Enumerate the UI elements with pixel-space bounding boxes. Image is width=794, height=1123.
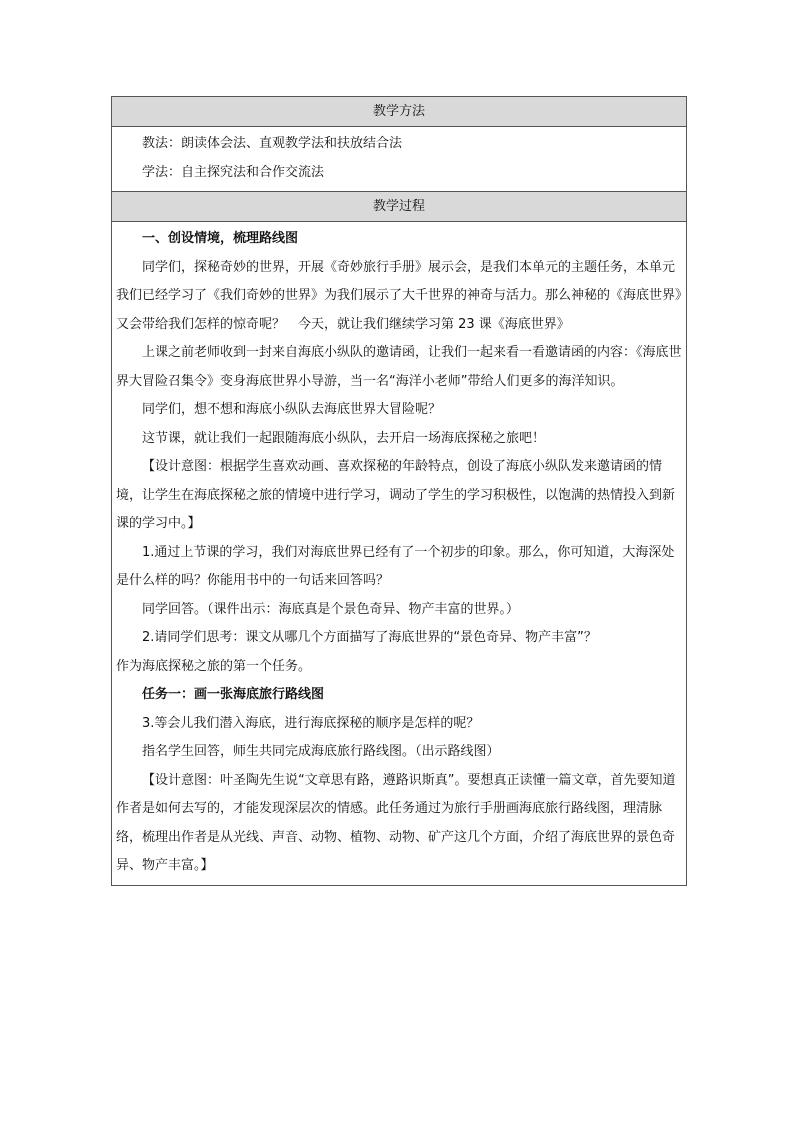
process-paragraph: 同学们，想不想和海底小纵队去海底世界大冒险呢？ — [142, 402, 442, 417]
process-paragraph: 3.等会儿我们潜入海底，进行海底探秘的顺序是怎样的呢？ — [142, 715, 480, 731]
process-paragraph: 1.通过上节课的学习，我们对海底世界已经有了一个初步的印象。那么，你可知道，大海深处是什么样的吗？你能用书中的一句话来回答吗？ — [116, 544, 675, 588]
teaching-process-body — [116, 225, 682, 881]
process-paragraph: 一、创设情境，梳理路线图 — [142, 231, 299, 246]
lesson-plan-table — [111, 96, 687, 886]
process-paragraph: 同学们，探秘奇妙的世界，开展《奇妙旅行手册》展示会，是我们本单元的主题任务，本单元我们已经学习了《我们奇妙的世界》为我们展示了大千世界的神奇与活力。那么神秘的《海底世界》又会带给我们怎样的惊奇呢？ 今天，就让我们继续学习第 23 课《海底世界》 — [116, 259, 682, 332]
teaching-process-header: 教学过程 — [112, 192, 687, 222]
process-paragraph: 这节课，就让我们一起跟随海底小纵队，去开启一场海底探秘之旅吧！ — [142, 430, 546, 446]
process-paragraph: 指名学生回答，师生共同完成海底旅行路线图。（出示路线图） — [142, 744, 500, 759]
process-paragraph: 2.请同学们思考：课文从哪几个方面描写了海底世界的“景色奇异、物产丰富”？ — [142, 630, 597, 645]
teaching-method-text: 教法：朗读体会法、直观教学法和扶放结合法 — [142, 136, 403, 151]
process-paragraph: 【设计意图：根据学生喜欢动画、喜欢探秘的年龄特点，创设了海底小纵队发来邀请函的情境，让学生在海底探秘之旅的情境中进行学习，调动了学生的学习积极性，以饱满的热情投入到新课的学习中。】 — [116, 459, 676, 531]
process-paragraph: 任务一：画一张海底旅行路线图 — [142, 687, 325, 702]
process-paragraph: 同学回答。（课件出示：海底真是个景色奇异、物产丰富的世界。） — [142, 601, 520, 617]
process-paragraph: 上课之前老师收到一封来自海底小纵队的邀请函，让我们一起来看一看邀请函的内容：《海底世界大冒险召集令》变身海底世界小导游，当一名“海洋小老师”带给人们更多的海洋知识。 — [116, 345, 682, 389]
lesson-plan-page — [111, 96, 687, 886]
teaching-process-cell — [112, 222, 687, 886]
teaching-method-cell — [112, 127, 687, 192]
process-paragraph: 作为海底探秘之旅的第一个任务。 — [116, 658, 312, 674]
teaching-method-header: 教学方法 — [112, 97, 687, 127]
learning-method-text: 学法：自主探究法和合作交流法 — [142, 164, 325, 180]
process-paragraph: 【设计意图：叶圣陶先生说“文章思有路，遵路识斯真”。要想真正读懂一篇文章，首先要知道作者是如何去写的，才能发现深层次的情感。此任务通过为旅行手册画海底旅行路线图，理清脉络，梳理出作者是从光线、声音、动物、植物、动物、矿产这几个方面，介绍了海底世界的景色奇异、物产丰富。】 — [116, 772, 676, 873]
